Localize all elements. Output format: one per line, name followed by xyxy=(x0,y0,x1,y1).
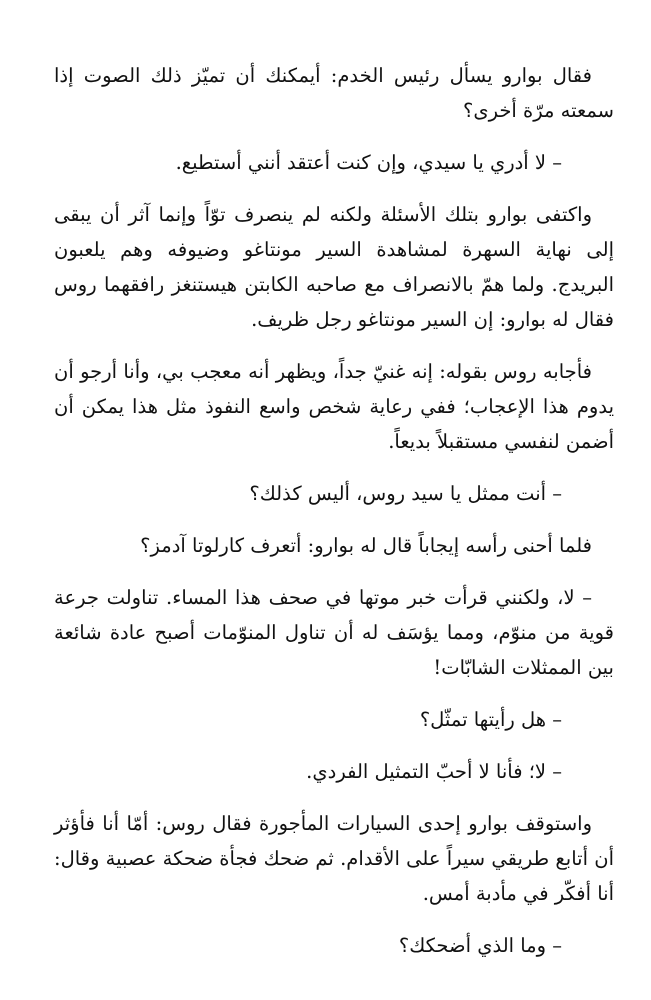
dialogue-line-5: – لا؛ فأنا لا أحبّ التمثيل الفردي. xyxy=(306,760,562,783)
dialogue-line-4: – هل رأيتها تمثّل؟ xyxy=(419,708,562,731)
paragraph-1: فقال بوارو يسأل رئيس الخدم: أيمكنك أن تميّز ذلك الصوت إذا سمعته مرّة أخرى؟ xyxy=(54,64,614,122)
dialogue-line-2: – أنت ممثل يا سيد روس، أليس كذلك؟ xyxy=(249,482,562,505)
dialogue-line-6: – وما الذي أضحكك؟ xyxy=(398,934,562,957)
dialogue-line-1: – لا أدري يا سيدي، وإن كنت أعتقد أنني أستطيع. xyxy=(175,151,562,174)
paragraph-4: فلما أحنى رأسه إيجاباً قال له بوارو: أتعرف كارلوتا آدمز؟ xyxy=(140,534,592,557)
paragraph-2: واكتفى بوارو بتلك الأسئلة ولكنه لم ينصرف توّاً وإنما آثر أن يبقى إلى نهاية السهرة لمشاهدة السير مونتاغو وضيوفه وهم يلعبون البريدج. ولما همّ بالانصراف مع صاحبه الكابتن هيستنغز رافقهما روس فقال له بوارو: إن السير مونتاغو رجل ظريف. xyxy=(54,203,614,331)
paragraph-3: فأجابه روس بقوله: إنه غنيّ جداً، ويظهر أنه معجب بي، وأنا أرجو أن يدوم هذا الإعجاب؛ ففي رعاية شخص واسع النفوذ مثل هذا يمكن أن أضمن لنفسي مستقبلاً بديعاً. xyxy=(54,360,614,453)
paragraph-5: واستوقف بوارو إحدى السيارات المأجورة فقال روس: أمّا أنا فأؤثر أن أتابع طريقي سيراً على الأقدام. ثم ضحك فجأة ضحكة عصبية وقال: أنا أفكّر في مأدبة أمس. xyxy=(54,812,614,905)
dialogue-line-3: – لا، ولكنني قرأت خبر موتها في صحف هذا المساء. تناولت جرعة قوية من منوّم، ومما يؤسَف له أن تناول المنوّمات أصبح عادة شائعة بين الممثلات الشابّات! xyxy=(54,586,614,679)
book-page xyxy=(54,58,614,980)
